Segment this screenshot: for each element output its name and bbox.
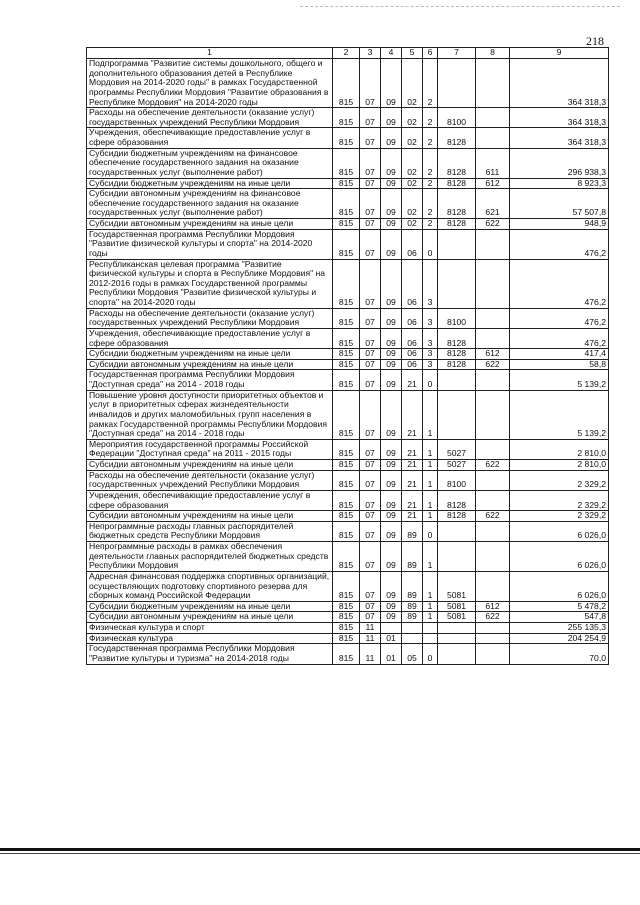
row-code: 1 <box>423 601 438 612</box>
row-code: 09 <box>381 259 402 308</box>
row-code: 815 <box>333 178 360 189</box>
row-code: 3 <box>423 328 438 348</box>
row-code: 8128 <box>438 128 476 148</box>
row-code: 815 <box>333 490 360 510</box>
row-code: 815 <box>333 623 360 634</box>
row-code: 02 <box>402 148 423 178</box>
table-row <box>87 189 609 219</box>
row-code: 3 <box>423 349 438 360</box>
row-amount: 5 139,2 <box>510 390 609 439</box>
column-header: 1 <box>87 48 333 59</box>
row-code: 815 <box>333 460 360 471</box>
row-amount: 2 810,0 <box>510 439 609 459</box>
row-amount: 948,9 <box>510 219 609 230</box>
row-code: 8128 <box>438 490 476 510</box>
row-amount: 296 938,3 <box>510 148 609 178</box>
row-code: 21 <box>402 370 423 390</box>
row-code: 09 <box>381 108 402 128</box>
row-description: Субсидии бюджетным учреждениям на финансовое обеспечение государственного задания на оказание государственных услуг (выполнение работ) <box>87 148 333 178</box>
table-row <box>87 108 609 128</box>
row-code: 622 <box>476 460 510 471</box>
table-row <box>87 511 609 522</box>
row-code: 07 <box>360 108 381 128</box>
column-header: 2 <box>333 48 360 59</box>
row-description: Адресная финансовая поддержка спортивных организаций, осуществляющих подготовку спортивного резерва для сборных команд Российской Федерации <box>87 571 333 601</box>
row-code: 622 <box>476 511 510 522</box>
scan-artifact-line <box>300 6 620 7</box>
row-code: 1 <box>423 612 438 623</box>
row-code: 09 <box>381 370 402 390</box>
row-code: 622 <box>476 219 510 230</box>
row-code: 06 <box>402 259 423 308</box>
row-amount: 5 478,2 <box>510 601 609 612</box>
row-amount: 547,8 <box>510 612 609 623</box>
row-code <box>476 571 510 601</box>
row-code: 815 <box>333 612 360 623</box>
row-amount: 2 810,0 <box>510 460 609 471</box>
row-code: 09 <box>381 439 402 459</box>
row-code <box>381 623 402 634</box>
row-amount: 6 026,0 <box>510 521 609 541</box>
column-header: 4 <box>381 48 402 59</box>
row-code: 09 <box>381 349 402 360</box>
table-row <box>87 128 609 148</box>
row-code: 0 <box>423 370 438 390</box>
row-code <box>476 633 510 644</box>
row-code: 815 <box>333 229 360 259</box>
row-code <box>476 370 510 390</box>
row-code: 11 <box>360 644 381 664</box>
row-code: 8100 <box>438 308 476 328</box>
table-row <box>87 328 609 348</box>
row-amount: 364 318,3 <box>510 108 609 128</box>
row-code <box>476 470 510 490</box>
row-code: 07 <box>360 349 381 360</box>
row-code: 815 <box>333 328 360 348</box>
row-code: 06 <box>402 349 423 360</box>
row-code: 09 <box>381 148 402 178</box>
row-code: 2 <box>423 148 438 178</box>
row-code: 815 <box>333 370 360 390</box>
row-code: 8100 <box>438 470 476 490</box>
row-amount: 2 329,2 <box>510 490 609 510</box>
row-description: Республиканская целевая программа "Развитие физической культуры и спорта в Республике Мордовия" на 2012-2016 годы в рамках Государственной программы Республики Мордовия "Развитие физической культуры и спорта" на 2014-2020 годы <box>87 259 333 308</box>
row-code: 07 <box>360 328 381 348</box>
row-code: 09 <box>381 542 402 572</box>
column-header: 5 <box>402 48 423 59</box>
row-description: Непрограммные расходы в рамках обеспечения деятельности главных распорядителей бюджетных средств Республики Мордовия <box>87 542 333 572</box>
table-row <box>87 644 609 664</box>
table-body <box>87 59 609 665</box>
row-description: Учреждения, обеспечивающие предоставление услуг в сфере образования <box>87 328 333 348</box>
table-row <box>87 178 609 189</box>
table-row <box>87 612 609 623</box>
row-code: 815 <box>333 571 360 601</box>
row-code: 09 <box>381 328 402 348</box>
table-row <box>87 633 609 644</box>
row-code: 1 <box>423 542 438 572</box>
row-code: 07 <box>360 359 381 370</box>
row-description: Субсидии автономным учреждениям на финансовое обеспечение государственного задания на оказание государственных услуг (выполнение работ) <box>87 189 333 219</box>
row-code: 02 <box>402 178 423 189</box>
row-code: 09 <box>381 490 402 510</box>
row-code: 02 <box>402 189 423 219</box>
row-code: 07 <box>360 439 381 459</box>
row-description: Расходы на обеспечение деятельности (оказание услуг) государственных учреждений Республики Мордовия <box>87 470 333 490</box>
row-code <box>438 59 476 108</box>
row-description: Повышение уровня доступности приоритетных объектов и услуг в приоритетных сферах жизнедеятельности инвалидов и других маломобильных групп населения в рамках Государственной программы Республики Мордовия "Доступная среда" на 2014 - 2018 годы <box>87 390 333 439</box>
row-code <box>476 542 510 572</box>
row-description: Субсидии автономным учреждениям на иные цели <box>87 612 333 623</box>
row-code: 8128 <box>438 189 476 219</box>
row-code: 11 <box>360 633 381 644</box>
row-code: 815 <box>333 349 360 360</box>
row-amount: 255 135,3 <box>510 623 609 634</box>
row-code: 09 <box>381 511 402 522</box>
row-amount: 58,8 <box>510 359 609 370</box>
row-code: 11 <box>360 623 381 634</box>
table-row <box>87 623 609 634</box>
table-row <box>87 601 609 612</box>
row-code: 2 <box>423 178 438 189</box>
row-code: 0 <box>423 521 438 541</box>
row-code: 815 <box>333 644 360 664</box>
row-code: 2 <box>423 128 438 148</box>
row-code: 8128 <box>438 511 476 522</box>
row-code: 612 <box>476 349 510 360</box>
row-code: 8128 <box>438 359 476 370</box>
table-row <box>87 219 609 230</box>
row-code: 07 <box>360 460 381 471</box>
column-header: 8 <box>476 48 510 59</box>
row-code: 02 <box>402 59 423 108</box>
row-amount: 364 318,3 <box>510 59 609 108</box>
row-amount: 2 329,2 <box>510 511 609 522</box>
row-code: 07 <box>360 571 381 601</box>
table-row <box>87 571 609 601</box>
table-row <box>87 308 609 328</box>
row-code: 21 <box>402 460 423 471</box>
row-code: 815 <box>333 601 360 612</box>
row-code: 07 <box>360 470 381 490</box>
row-code: 815 <box>333 128 360 148</box>
row-code: 07 <box>360 219 381 230</box>
row-code: 815 <box>333 542 360 572</box>
table-header <box>87 48 609 59</box>
row-code <box>438 521 476 541</box>
row-amount: 57 507,8 <box>510 189 609 219</box>
row-amount: 6 026,0 <box>510 542 609 572</box>
row-code: 09 <box>381 359 402 370</box>
table-row <box>87 390 609 439</box>
row-code: 8100 <box>438 108 476 128</box>
row-code: 07 <box>360 189 381 219</box>
row-code: 815 <box>333 511 360 522</box>
row-code: 3 <box>423 359 438 370</box>
row-code: 2 <box>423 108 438 128</box>
row-description: Расходы на обеспечение деятельности (оказание услуг) государственных учреждений Республики Мордовия <box>87 308 333 328</box>
row-code <box>476 229 510 259</box>
row-code: 611 <box>476 148 510 178</box>
row-code: 07 <box>360 259 381 308</box>
row-code <box>476 59 510 108</box>
row-code <box>476 521 510 541</box>
row-code: 07 <box>360 521 381 541</box>
row-code <box>476 108 510 128</box>
row-code: 21 <box>402 390 423 439</box>
row-code: 07 <box>360 308 381 328</box>
row-code <box>476 308 510 328</box>
row-code: 07 <box>360 601 381 612</box>
row-code: 07 <box>360 178 381 189</box>
row-amount: 476,2 <box>510 328 609 348</box>
row-description: Учреждения, обеспечивающие предоставление услуг в сфере образования <box>87 490 333 510</box>
row-code: 21 <box>402 511 423 522</box>
row-code: 89 <box>402 612 423 623</box>
column-header: 6 <box>423 48 438 59</box>
row-code: 06 <box>402 308 423 328</box>
row-code: 89 <box>402 601 423 612</box>
row-code: 07 <box>360 542 381 572</box>
row-code: 89 <box>402 571 423 601</box>
row-code: 89 <box>402 542 423 572</box>
row-code: 09 <box>381 460 402 471</box>
row-code: 21 <box>402 490 423 510</box>
row-code: 09 <box>381 390 402 439</box>
row-code: 8128 <box>438 349 476 360</box>
row-code <box>438 390 476 439</box>
row-code: 07 <box>360 128 381 148</box>
table-row <box>87 229 609 259</box>
row-code: 815 <box>333 633 360 644</box>
row-amount: 204 254,9 <box>510 633 609 644</box>
row-description: Субсидии автономным учреждениям на иные цели <box>87 460 333 471</box>
row-code: 2 <box>423 189 438 219</box>
row-description: Мероприятия государственной программы Российской Федерации "Доступная среда" на 2011 - 2015 годы <box>87 439 333 459</box>
row-code <box>476 439 510 459</box>
row-code: 1 <box>423 460 438 471</box>
row-description: Субсидии автономным учреждениям на иные цели <box>87 511 333 522</box>
row-code: 815 <box>333 359 360 370</box>
row-description: Государственная программа Республики Мордовия "Доступная среда" на 2014 - 2018 годы <box>87 370 333 390</box>
row-code: 07 <box>360 612 381 623</box>
table-row <box>87 259 609 308</box>
scan-artifact-bar <box>0 848 640 851</box>
row-code: 815 <box>333 470 360 490</box>
budget-table <box>86 47 609 665</box>
row-description: Государственная программа Республики Мордовия "Развитие культуры и туризма" на 2014-2018 годы <box>87 644 333 664</box>
row-code <box>476 128 510 148</box>
row-description: Субсидии бюджетным учреждениям на иные цели <box>87 349 333 360</box>
row-code: 612 <box>476 601 510 612</box>
row-code <box>423 633 438 644</box>
row-code: 815 <box>333 148 360 178</box>
row-code: 07 <box>360 229 381 259</box>
row-code: 8128 <box>438 178 476 189</box>
row-code: 612 <box>476 178 510 189</box>
row-code: 1 <box>423 390 438 439</box>
row-code: 3 <box>423 308 438 328</box>
column-header: 7 <box>438 48 476 59</box>
row-code: 07 <box>360 390 381 439</box>
table-row <box>87 521 609 541</box>
row-code: 815 <box>333 390 360 439</box>
row-code: 5027 <box>438 439 476 459</box>
row-amount: 476,2 <box>510 259 609 308</box>
row-code: 07 <box>360 370 381 390</box>
row-code: 09 <box>381 612 402 623</box>
row-amount: 5 139,2 <box>510 370 609 390</box>
row-description: Физическая культура и спорт <box>87 623 333 634</box>
row-code: 1 <box>423 490 438 510</box>
column-header: 9 <box>510 48 609 59</box>
row-code <box>476 259 510 308</box>
row-code <box>438 542 476 572</box>
row-amount: 417,4 <box>510 349 609 360</box>
row-code: 06 <box>402 359 423 370</box>
row-code: 622 <box>476 359 510 370</box>
row-code: 8128 <box>438 148 476 178</box>
row-code: 07 <box>360 511 381 522</box>
row-code: 2 <box>423 219 438 230</box>
row-amount: 2 329,2 <box>510 470 609 490</box>
table-row <box>87 470 609 490</box>
row-description: Субсидии бюджетным учреждениям на иные цели <box>87 178 333 189</box>
row-description: Субсидии автономным учреждениям на иные цели <box>87 219 333 230</box>
row-code: 09 <box>381 308 402 328</box>
row-code <box>476 623 510 634</box>
row-code: 01 <box>381 644 402 664</box>
scan-artifact-bar <box>0 853 640 854</box>
row-amount: 6 026,0 <box>510 571 609 601</box>
row-code: 01 <box>381 633 402 644</box>
row-code: 89 <box>402 521 423 541</box>
page-number: 218 <box>586 34 604 48</box>
row-code: 815 <box>333 439 360 459</box>
row-amount: 8 923,3 <box>510 178 609 189</box>
row-description: Физическая культура <box>87 633 333 644</box>
row-description: Субсидии бюджетным учреждениям на иные цели <box>87 601 333 612</box>
row-code: 09 <box>381 521 402 541</box>
row-code: 5081 <box>438 612 476 623</box>
row-code: 815 <box>333 219 360 230</box>
row-code <box>438 370 476 390</box>
row-code: 1 <box>423 470 438 490</box>
row-description: Государственная программа Республики Мордовия "Развитие физической культуры и спорта" на 2014-2020 годы <box>87 229 333 259</box>
row-code: 621 <box>476 189 510 219</box>
row-code: 815 <box>333 59 360 108</box>
table-row <box>87 349 609 360</box>
header-row <box>87 48 609 59</box>
row-code <box>438 633 476 644</box>
row-code: 07 <box>360 59 381 108</box>
row-code: 2 <box>423 59 438 108</box>
row-amount: 70,0 <box>510 644 609 664</box>
row-amount: 364 318,3 <box>510 128 609 148</box>
table-row <box>87 359 609 370</box>
row-code: 1 <box>423 571 438 601</box>
row-code: 5081 <box>438 571 476 601</box>
row-code: 3 <box>423 259 438 308</box>
table-row <box>87 148 609 178</box>
row-code: 1 <box>423 439 438 459</box>
row-code: 05 <box>402 644 423 664</box>
row-code: 09 <box>381 601 402 612</box>
row-code: 02 <box>402 219 423 230</box>
row-code: 02 <box>402 108 423 128</box>
row-code <box>476 644 510 664</box>
row-code: 02 <box>402 128 423 148</box>
row-code: 09 <box>381 178 402 189</box>
table-row <box>87 542 609 572</box>
row-code: 5081 <box>438 601 476 612</box>
row-code <box>438 259 476 308</box>
row-code <box>476 390 510 439</box>
row-code <box>438 229 476 259</box>
row-description: Непрограммные расходы главных распорядителей бюджетных средств Республики Мордовия <box>87 521 333 541</box>
row-code: 06 <box>402 328 423 348</box>
row-code: 09 <box>381 128 402 148</box>
table-row <box>87 59 609 108</box>
row-code: 09 <box>381 571 402 601</box>
row-code: 815 <box>333 189 360 219</box>
row-code: 622 <box>476 612 510 623</box>
row-code <box>423 623 438 634</box>
row-code <box>402 633 423 644</box>
row-code: 815 <box>333 521 360 541</box>
row-code: 5027 <box>438 460 476 471</box>
row-code: 09 <box>381 229 402 259</box>
row-code <box>438 644 476 664</box>
row-code: 09 <box>381 470 402 490</box>
row-code: 815 <box>333 308 360 328</box>
row-description: Расходы на обеспечение деятельности (оказание услуг) государственных учреждений Республики Мордовия <box>87 108 333 128</box>
row-code <box>438 623 476 634</box>
row-code: 21 <box>402 439 423 459</box>
row-amount: 476,2 <box>510 308 609 328</box>
column-header: 3 <box>360 48 381 59</box>
row-description: Субсидии автономным учреждениям на иные цели <box>87 359 333 370</box>
row-code: 06 <box>402 229 423 259</box>
row-code: 0 <box>423 229 438 259</box>
row-code: 07 <box>360 148 381 178</box>
row-code: 21 <box>402 470 423 490</box>
row-description: Учреждения, обеспечивающие предоставление услуг в сфере образования <box>87 128 333 148</box>
table-row <box>87 370 609 390</box>
table-row <box>87 460 609 471</box>
row-code: 09 <box>381 219 402 230</box>
table-row <box>87 490 609 510</box>
row-code: 8128 <box>438 328 476 348</box>
row-amount: 476,2 <box>510 229 609 259</box>
table-row <box>87 439 609 459</box>
row-code <box>402 623 423 634</box>
row-code: 07 <box>360 490 381 510</box>
row-code: 09 <box>381 189 402 219</box>
row-code: 09 <box>381 59 402 108</box>
row-code: 815 <box>333 259 360 308</box>
row-description: Подпрограмма "Развитие системы дошкольного, общего и дополнительного образования детей в Республике Мордовия на 2014-2020 годы" в рамках Государственной программы Республики Мордовия "Развитие образования в Республике Мордовия" на 2014-2020 годы <box>87 59 333 108</box>
row-code: 815 <box>333 108 360 128</box>
row-code: 1 <box>423 511 438 522</box>
row-code <box>476 490 510 510</box>
row-code: 0 <box>423 644 438 664</box>
row-code: 8128 <box>438 219 476 230</box>
row-code <box>476 328 510 348</box>
